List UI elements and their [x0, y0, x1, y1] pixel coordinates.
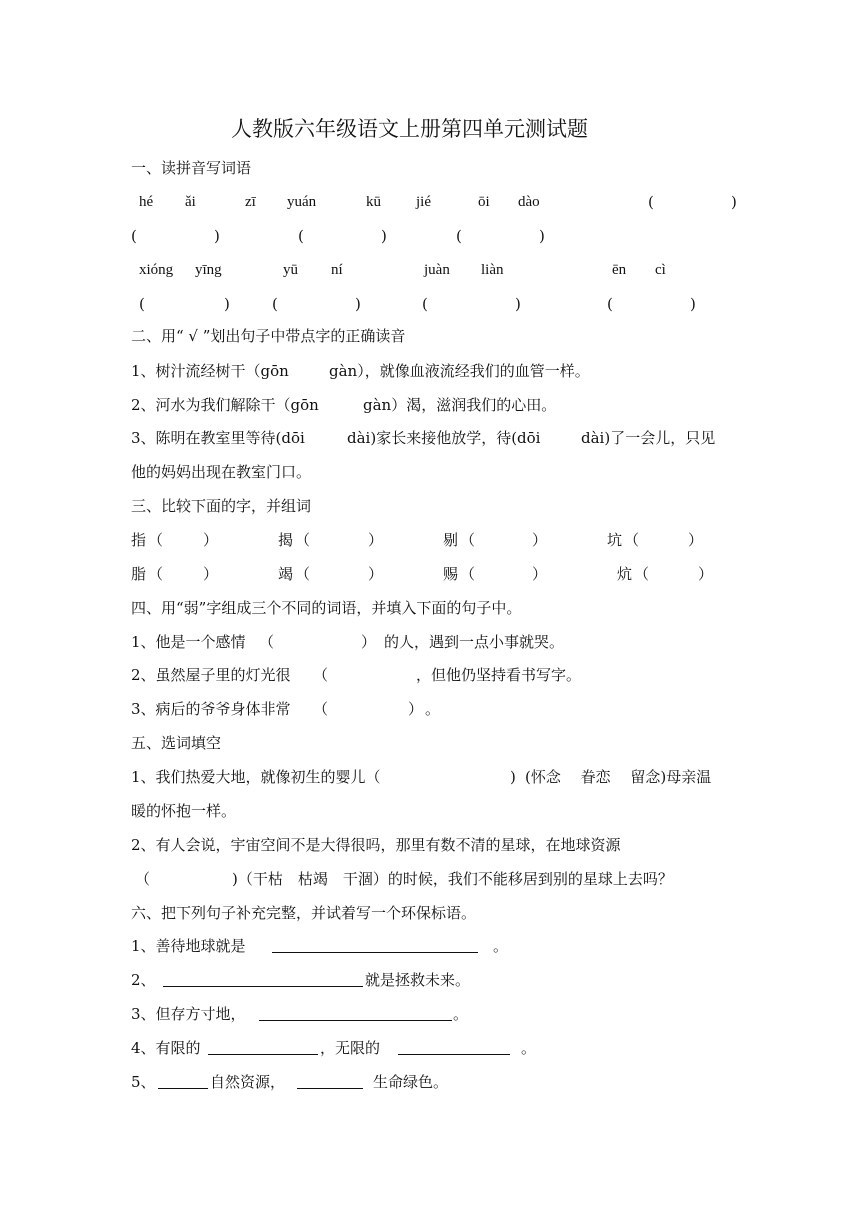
paren: （ — [313, 666, 329, 684]
text: 自然资源， — [210, 1073, 286, 1091]
pinyin: xióng — [139, 262, 174, 278]
text: ) — [510, 768, 516, 786]
paren: （ — [148, 531, 164, 549]
paren: （ — [460, 531, 476, 549]
answer-paren-close: ) — [214, 227, 220, 245]
text: 生命绿色。 — [373, 1073, 449, 1091]
text: gàn），就像血液流经我们的血管一样。 — [329, 362, 590, 380]
paren: （ — [135, 870, 151, 888]
text: dài)家长来接他放学，待(dōi — [347, 429, 541, 447]
text: 1、我们热爱大地，就像初生的婴儿（ — [131, 768, 381, 786]
char: 赐 — [443, 565, 459, 583]
answer-paren-open: ( — [298, 227, 304, 245]
char: 指 — [131, 531, 147, 549]
section-1-heading: 一、读拼音写词语 — [131, 159, 252, 177]
paren: （ — [148, 565, 164, 583]
text: 2、有人会说，宇宙空间不是大得很吗，那里有数不清的星球，在地球资源 — [131, 836, 621, 854]
pinyin: zī — [245, 194, 256, 210]
pinyin: kū — [366, 194, 381, 210]
paren: ） — [361, 633, 377, 651]
pinyin: ní — [331, 262, 343, 278]
answer-paren-open: ( — [456, 227, 462, 245]
char: 坑 — [607, 531, 623, 549]
answer-paren-close: ) — [731, 193, 737, 211]
section-2-heading: 二、用“ √ ”划出句子中带点字的正确读音 — [131, 327, 406, 345]
paren: ） — [368, 565, 384, 583]
text: 他的妈妈出现在教室门口。 — [131, 463, 312, 481]
pinyin: ēn — [612, 262, 627, 278]
text: 2、河水为我们解除干（gōn — [131, 396, 319, 414]
answer-paren-open: ( — [422, 295, 428, 313]
pinyin: jié — [416, 194, 431, 210]
pinyin: yīng — [195, 262, 222, 278]
text: 。 — [453, 1005, 469, 1023]
text: 。 — [493, 937, 509, 955]
text: 就是拯救未来。 — [365, 971, 471, 989]
text: 1、树汁流经树干（gōn — [131, 362, 289, 380]
text: 1、善待地球就是 — [131, 937, 246, 955]
paren: （ — [624, 531, 640, 549]
paren: ） — [698, 565, 714, 583]
paren: ） — [203, 565, 219, 583]
answer-paren-close: ) — [515, 295, 521, 313]
pinyin: ǎi — [185, 194, 196, 210]
paren: ） — [688, 531, 704, 549]
char: 揭 — [278, 531, 294, 549]
section-6-heading: 六、把下列句子补充完整，并试着写一个环保标语。 — [131, 904, 477, 922]
paren: （ — [460, 565, 476, 583]
text: dài)了一会儿，只见 — [581, 429, 716, 447]
paren: （ — [295, 565, 311, 583]
word-options: (怀念 眷恋 留念)母亲温 — [525, 768, 712, 786]
pinyin: ōi — [478, 194, 490, 210]
pinyin: yuán — [287, 194, 317, 210]
pinyin: dào — [518, 194, 540, 210]
char: 剔 — [443, 531, 459, 549]
paren: （ — [259, 633, 275, 651]
section-4-heading: 四、用“弱”字组成三个不同的词语，并填入下面的句子中。 — [131, 599, 522, 617]
paren: ） — [408, 700, 424, 718]
paren: （ — [295, 531, 311, 549]
answer-paren-open: ( — [648, 193, 654, 211]
answer-paren-close: ) — [381, 227, 387, 245]
text: 2、 — [131, 971, 156, 989]
text: ，无限的 — [320, 1039, 381, 1057]
answer-paren-open: ( — [131, 227, 137, 245]
text: 的人，遇到一点小事就哭。 — [384, 633, 565, 651]
char: 竭 — [278, 565, 294, 583]
page-title: 人教版六年级语文上册第四单元测试题 — [231, 117, 588, 141]
answer-paren-close: ) — [224, 295, 230, 313]
text: 2、虽然屋子里的灯光很 — [131, 666, 291, 684]
pinyin: cì — [655, 262, 666, 278]
paren: ） — [203, 531, 219, 549]
text: 。 — [425, 700, 441, 718]
pinyin: juàn — [424, 262, 450, 278]
pinyin: liàn — [481, 262, 504, 278]
answer-paren-open: ( — [607, 295, 613, 313]
pinyin: yū — [283, 262, 298, 278]
text: ，但他仍坚持看书写字。 — [416, 666, 582, 684]
char: 炕 — [617, 565, 633, 583]
paren: ） — [532, 531, 548, 549]
text: 5、 — [131, 1073, 156, 1091]
text: 暖的怀抱一样。 — [131, 802, 237, 820]
paren: ） — [532, 565, 548, 583]
text: 3、但存方寸地， — [131, 1005, 246, 1023]
section-5-heading: 五、选词填空 — [131, 734, 222, 752]
text: 。 — [521, 1039, 537, 1057]
text: 3、陈明在教室里等待(dōi — [131, 429, 305, 447]
answer-paren-open: ( — [139, 295, 145, 313]
answer-paren-close: ) — [539, 227, 545, 245]
answer-paren-close: ) — [690, 295, 696, 313]
paren: （ — [313, 700, 329, 718]
pinyin: hé — [139, 194, 154, 210]
answer-paren-open: ( — [272, 295, 278, 313]
paren: ） — [368, 531, 384, 549]
paren: （ — [634, 565, 650, 583]
section-3-heading: 三、比较下面的字，并组词 — [131, 497, 312, 515]
text: 1、他是一个感情 — [131, 633, 246, 651]
text: gàn）渴，滋润我们的心田。 — [363, 396, 557, 414]
answer-paren-close: ) — [355, 295, 361, 313]
text: )（干枯 枯竭 干涸）的时候，我们不能移居到别的星球上去吗？ — [232, 870, 673, 888]
text: 3、病后的爷爷身体非常 — [131, 700, 291, 718]
text: 4、有限的 — [131, 1039, 201, 1057]
char: 脂 — [131, 565, 147, 583]
